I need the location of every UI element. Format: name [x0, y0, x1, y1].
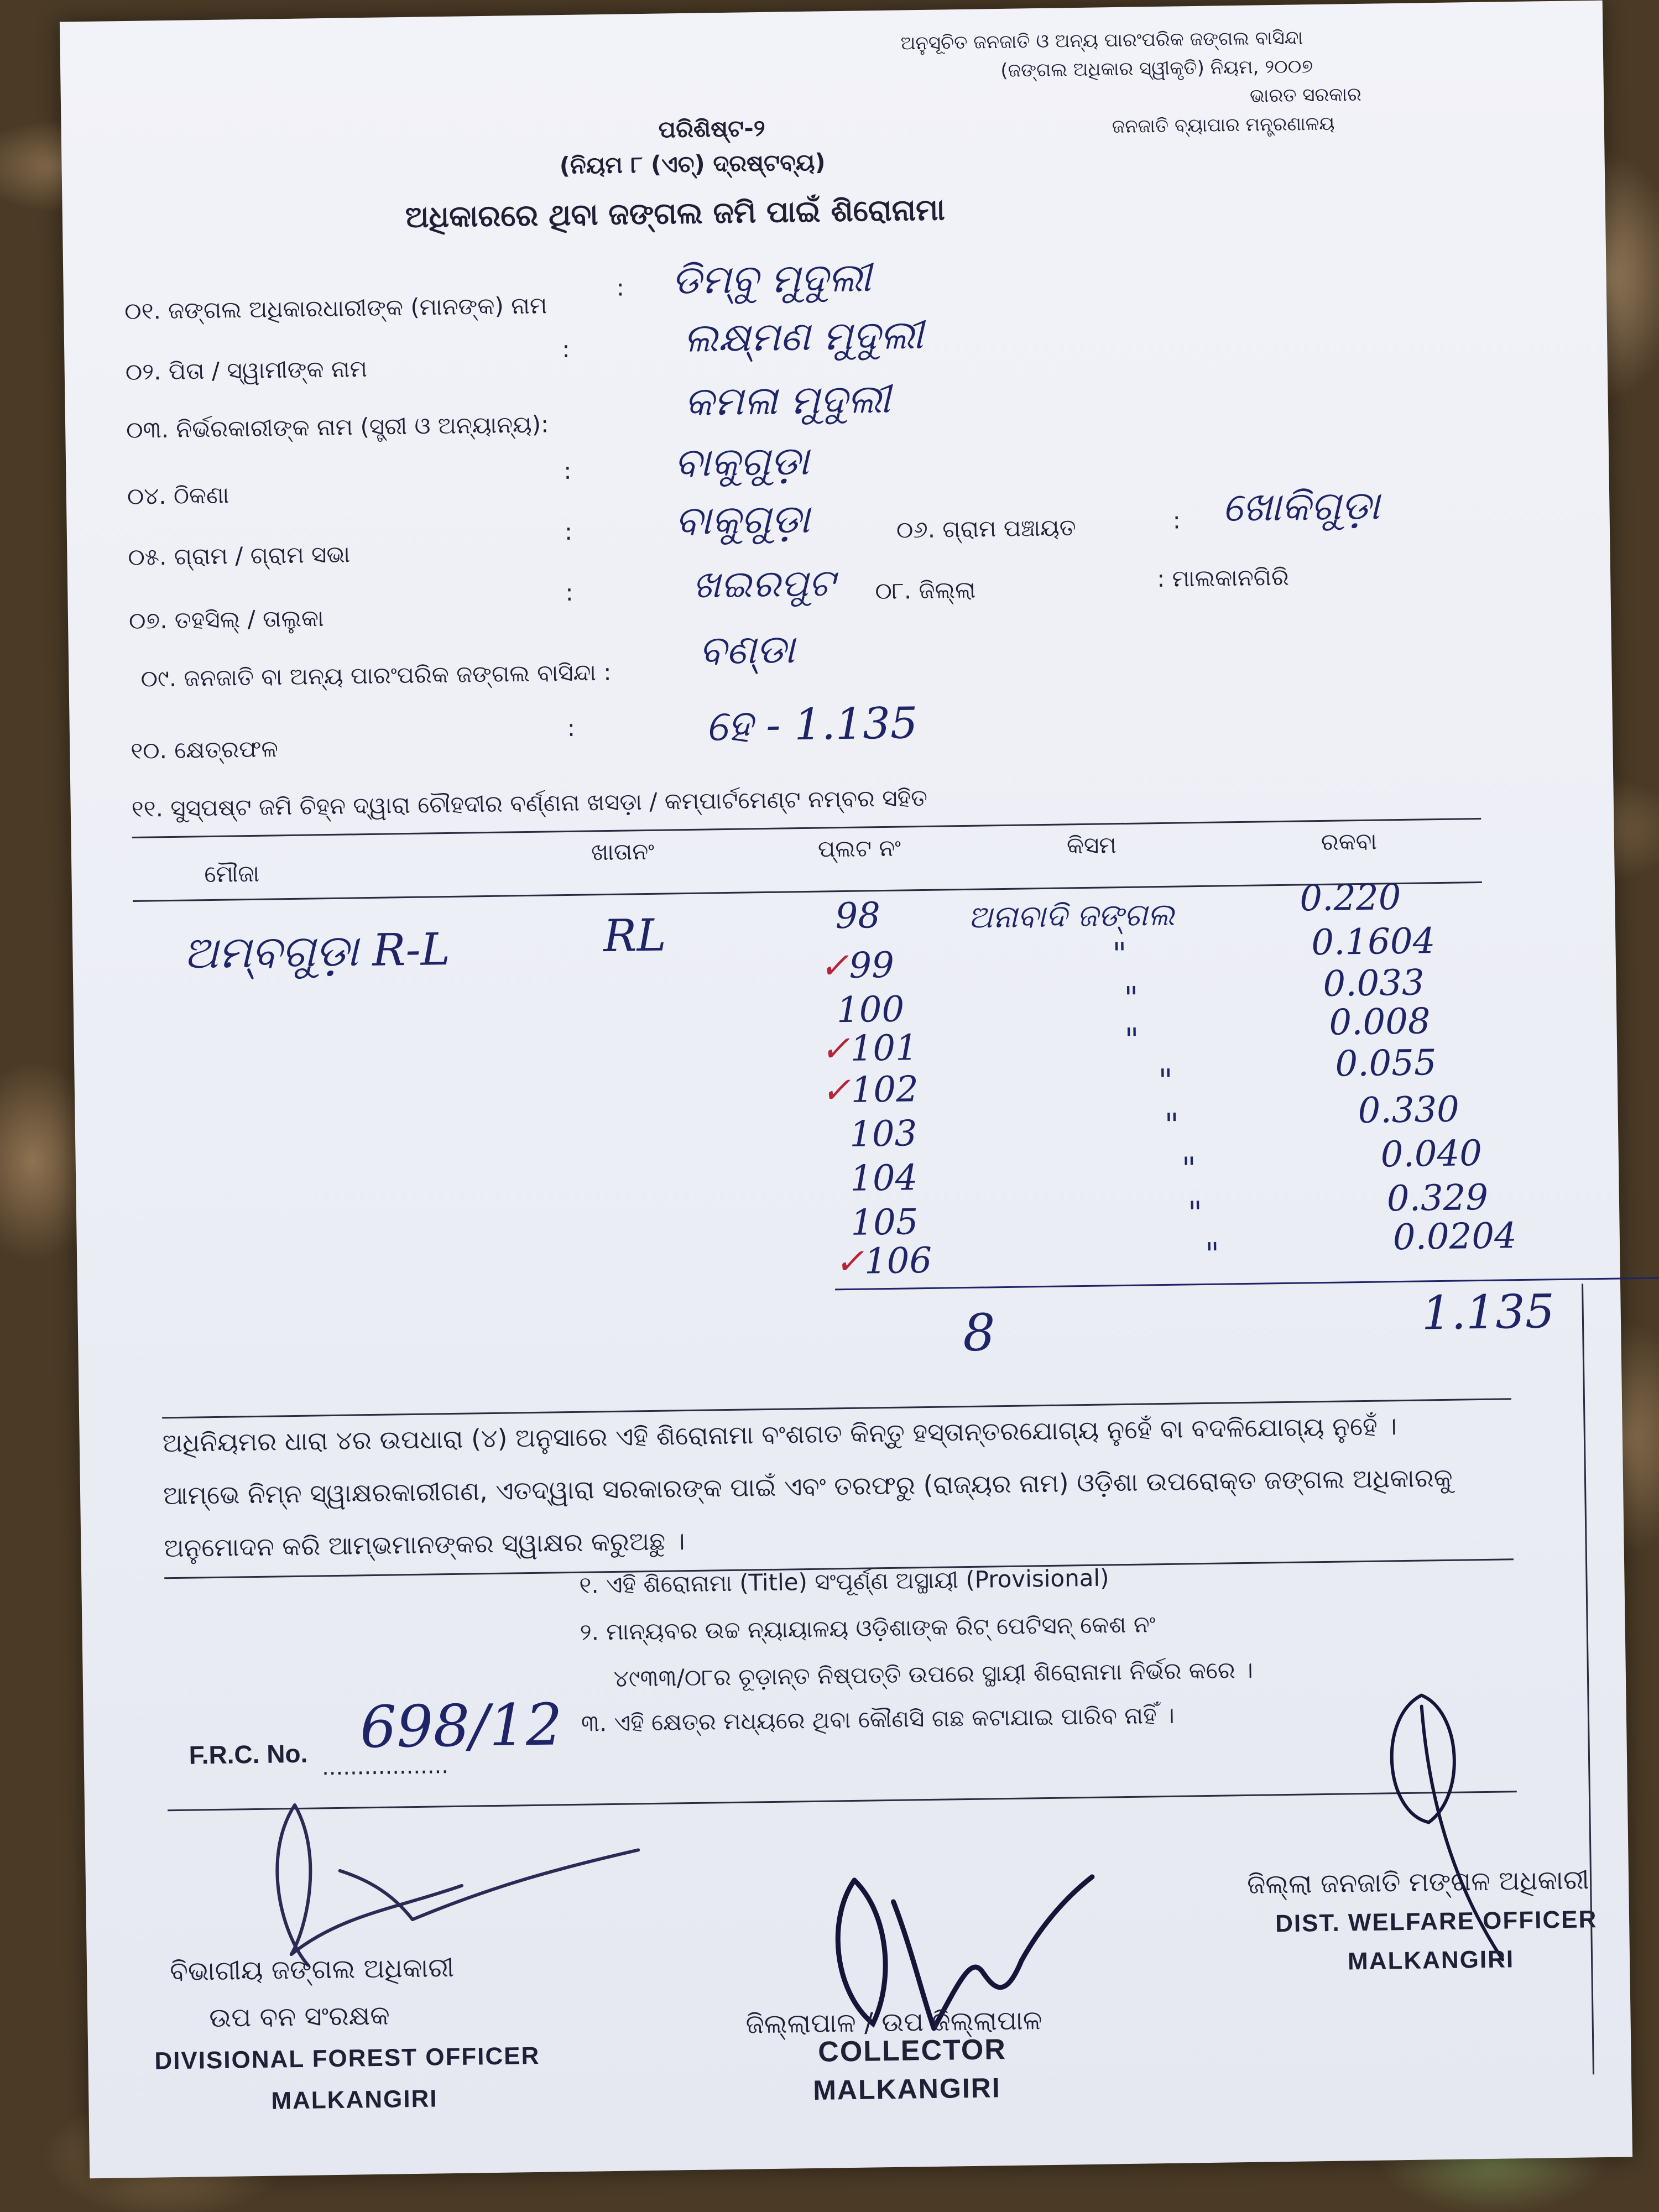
table-row-kisam: " — [1164, 1107, 1180, 1143]
field-11-label: ୧୧. ସୁସ୍ପଷ୍ଟ ଜମି ଚିହ୍ନ ଦ୍ୱାରା ଚୌହଦୀର ବର୍ଣ୍ଣନା ଖସଡ଼ା / କମ୍ପାର୍ଟମେଣ୍ଟ ନମ୍ବର ସହିତ — [131, 784, 928, 822]
header-govt: ଭାରତ ସରକାର — [1249, 83, 1362, 107]
dwo-district: MALKANGIRI — [1347, 1945, 1515, 1975]
field-08-value: : ମାଲକାନଗିରି — [1156, 563, 1290, 593]
table-row-plot: 104 — [849, 1157, 918, 1199]
field-01-value: ଡିମ୍ବୁ ମୁଦୁଲୀ — [671, 254, 872, 304]
dfo-title-odia: ବିଭାଗୀୟ ଜଙ୍ଗଲ ଅଧିକାରୀ — [169, 1952, 455, 1987]
field-05-label: ୦୫. ଗ୍ରାମ / ଗ୍ରାମ ସଭା — [128, 540, 351, 571]
condition-2b: ୪୯୩୩/୦୮ର ଚୂଡ଼ାନ୍ତ ନିଷ୍ପତ୍ତି ଉପରେ ସ୍ଥାୟୀ ଶିରୋନାମା ନିର୍ଭର କରେ । — [613, 1656, 1254, 1692]
right-border-line — [1582, 1284, 1594, 2074]
page-title: ଅଧିକାରରେ ଥିବା ଜଙ୍ଗଲ ଜମି ପାଇଁ ଶିରୋନାମା — [405, 192, 946, 234]
table-row-plot: 105 — [850, 1202, 919, 1244]
field-10-colon: : — [567, 714, 576, 742]
field-04-colon: : — [563, 457, 572, 485]
table-row-area: 0.330 — [1358, 1089, 1460, 1132]
table-header-kisam: କିସମ — [1066, 831, 1117, 859]
table-mouza-value: ଅମ୍ବଗୁଡ଼ା R-L — [182, 923, 451, 979]
annex-number: ପରିଶିଷ୍ଟ-୨ — [658, 114, 766, 143]
field-10-label: ୧୦. କ୍ଷେତ୍ରଫଳ — [130, 735, 279, 765]
title-document — [60, 1, 1632, 2179]
table-row-area: 0.033 — [1322, 962, 1425, 1005]
table-row-plot: ✓106 — [834, 1240, 932, 1283]
field-05-colon: : — [564, 518, 573, 546]
table-top-rule — [132, 818, 1481, 838]
field-02-colon: : — [561, 335, 570, 363]
field-06-label: ୦୬. ଗ୍ରାମ ପଞ୍ଚାୟତ — [896, 514, 1077, 544]
field-02-label: ୦୨. ପିତା / ସ୍ୱାମୀଙ୍କ ନାମ — [125, 354, 368, 386]
field-02-value: ଲକ୍ଷ୍ମଣ ମୁଦୁଲୀ — [683, 311, 924, 361]
table-row-area: 0.008 — [1328, 1001, 1431, 1044]
table-row-plot: ✓99 — [819, 945, 895, 987]
dfo-district: MALKANGIRI — [271, 2085, 438, 2115]
table-row-kisam: " — [1204, 1236, 1220, 1272]
field-06-value: ଖୋକିଗୁଡ଼ା — [1222, 482, 1380, 531]
table-row-plot: 98 — [835, 895, 881, 937]
collector-district: MALKANGIRI — [812, 2072, 1001, 2106]
table-header-plot: ପ୍ଲଟ ନଂ — [817, 834, 901, 863]
field-09-value: ବଣ୍ଡା — [698, 625, 795, 674]
table-row-plot: ✓102 — [821, 1069, 919, 1112]
header-act-line2: (ଜଙ୍ଗଲ ଅଧିକାର ସ୍ୱୀକୃତି) ନିୟମ, ୨୦୦୭ — [1000, 55, 1313, 82]
table-header-mouza: ମୌଜା — [204, 859, 260, 888]
table-row-area: 0.040 — [1380, 1133, 1483, 1176]
rule-reference: (ନିୟମ ୮ (ଏଚ୍) ଦ୍ରଷ୍ଟବ୍ୟ) — [559, 148, 826, 180]
condition-1: ୧. ଏହି ଶିରୋନାମା (Title) ସଂପୂର୍ଣ୍ଣ ଅସ୍ଥାୟୀ (Provisional) — [579, 1564, 1109, 1599]
table-header-rule — [133, 881, 1482, 902]
field-01-label: ୦୧. ଜଙ୍ଗଲ ଅଧିକାରଧାରୀଙ୍କ (ମାନଙ୍କ) ନାମ — [124, 291, 547, 325]
field-03-value: କମଳା ମୁଦୁଲୀ — [684, 375, 891, 425]
condition-2a: ୨. ମାନ୍ୟବର ଉଚ୍ଚ ନ୍ୟାୟାଳୟ ଓଡ଼ିଶାଙ୍କ ରିଟ୍ ପେଟିସନ୍ କେଶ ନଂ — [580, 1610, 1156, 1646]
frc-dotted-line: .................. — [321, 1753, 449, 1781]
table-total-count: 8 — [962, 1303, 996, 1363]
field-07-value: ଖଇରପୁଟ — [692, 561, 835, 607]
field-05-value: ବାକୁଗୁଡ଼ା — [675, 495, 810, 544]
field-04-value: ବାକୁଗୁଡ଼ା — [674, 437, 810, 486]
table-row-area: 0.0204 — [1392, 1215, 1517, 1259]
table-row-plot: 103 — [849, 1113, 917, 1155]
collector-title-odia: ଜିଲ୍ଲାପାଳ / ଉପ ଜିଲ୍ଲାପାଳ — [745, 2005, 1042, 2040]
field-07-colon: : — [565, 578, 573, 606]
field-09-label: ୦୯. ଜନଜାତି ବା ଅନ୍ୟ ପାରଂପରିକ ଜଙ୍ଗଲ ବାସିନ୍ଦା : — [140, 658, 612, 692]
frc-value: 698/12 — [359, 1691, 563, 1761]
table-row-kisam: " — [1181, 1151, 1197, 1187]
table-khata-value: RL — [603, 909, 667, 962]
field-08-label: ୦୮. ଜିଲ୍ଲା — [875, 576, 976, 605]
table-row-area: 0.055 — [1334, 1042, 1437, 1085]
table-header-khata: ଖାତାନଂ — [591, 837, 655, 866]
field-03-label: ୦୩. ନିର୍ଭରକାରୀଙ୍କ ନାମ (ସ୍ତ୍ରୀ ଓ ଅନ୍ୟାନ୍ୟ): — [126, 410, 549, 444]
field-01-colon: : — [616, 274, 625, 301]
frc-label: F.R.C. No. — [189, 1739, 308, 1770]
header-ministry: ଜନଜାତି ବ୍ୟାପାର ମନ୍ତ୍ରଣାଳୟ — [1112, 112, 1335, 138]
condition-3: ୩. ଏହି କ୍ଷେତ୍ର ମଧ୍ୟରେ ଥିବା କୌଣସି ଗଛ କଟାଯାଇ ପାରିବ ନାହିଁ । — [581, 1701, 1175, 1737]
dwo-title-odia: ଜିଲ୍ଲା ଜନଜାତି ମଙ୍ଗଳ ଅଧିକାରୀ — [1246, 1864, 1590, 1901]
dwo-title-english: DIST. WELFARE OFFICER — [1275, 1906, 1598, 1938]
table-row-kisam: ଅନାବାଦି ଜଙ୍ଗଲ — [968, 896, 1175, 936]
notice-line3: ଅନୁମୋଦନ କରି ଆମ୍ଭମାନଙ୍କର ସ୍ୱାକ୍ଷର କରୁଅଛୁ । — [164, 1526, 685, 1563]
table-row-kisam: " — [1124, 1021, 1140, 1058]
table-row-kisam: " — [1158, 1062, 1173, 1099]
table-row-plot: ✓101 — [820, 1027, 919, 1070]
collector-title-english: COLLECTOR — [817, 2033, 1007, 2068]
table-header-area: ରକବା — [1321, 827, 1378, 855]
dfo-title-english: DIVISIONAL FOREST OFFICER — [154, 2042, 540, 2075]
notice-line1: ଅଧିନିୟମର ଧାରା ୪ର ଉପଧାରା (୪) ଅନୁସାରେ ଏହି ଶିରୋନାମା ବଂଶଗତ କିନ୍ତୁ ହସ୍ତାନ୍ତରଯୋଗ୍ୟ ନୁହେଁ ବା ବଦଳିଯୋଗ୍ୟ ନୁହେଁ । — [162, 1411, 1397, 1458]
field-10-value: ହେ - 1.135 — [705, 698, 919, 752]
field-07-label: ୦୭. ତହସିଲ୍ / ତାଲୁକା — [128, 604, 324, 635]
table-row-area: 0.329 — [1386, 1177, 1489, 1220]
table-row-kisam: " — [1124, 980, 1139, 1016]
dfo-subtitle-odia: ଉପ ବନ ସଂରକ୍ଷକ — [208, 2000, 390, 2034]
header-act-line1: ଅନୁସୂଚିତ ଜନଜାତି ଓ ଅନ୍ୟ ପାରଂପରିକ ଜଙ୍ଗଲ ବାସିନ୍ଦା — [900, 27, 1303, 55]
table-row-area: 0.1604 — [1311, 921, 1436, 964]
table-row-kisam: " — [1187, 1195, 1203, 1232]
notice-line2: ଆମ୍ଭେ ନିମ୍ନ ସ୍ୱାକ୍ଷରକାରୀଗଣ, ଏତଦ୍ୱାରା ସରକାରଙ୍କ ପାଇଁ ଏବଂ ତରଫରୁ (ରାଜ୍ୟର ନାମ) ଓଡ଼ିଶା ଉପରୋକ୍ତ ଜଙ୍ଗଲ ଅଧିକାରକୁ — [163, 1462, 1453, 1511]
table-total-area: 1.135 — [1421, 1284, 1555, 1340]
table-row-kisam: " — [1112, 936, 1127, 973]
table-row-area: 0.220 — [1299, 877, 1401, 920]
table-row-plot: 100 — [836, 989, 905, 1031]
field-06-colon: : — [1172, 507, 1181, 534]
field-04-label: ୦୪. ଠିକଣା — [127, 481, 229, 510]
